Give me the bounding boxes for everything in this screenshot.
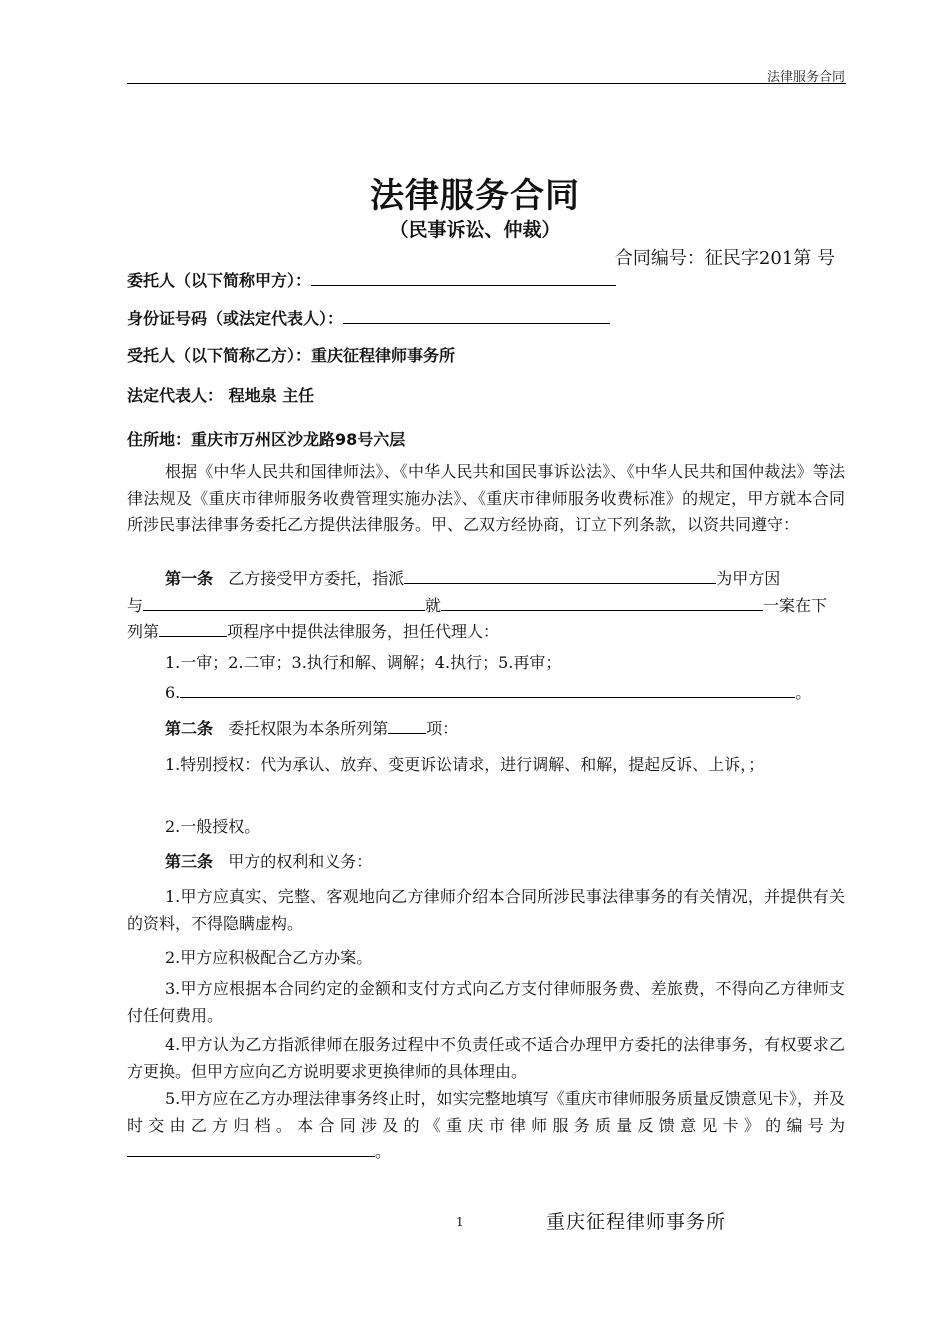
article-3-item-4: 4.甲方认为乙方指派律师在服务过程中不负责任或不适合办理甲方委托的法律事务，有权要求乙方更换。但甲方应向乙方说明要求更换律师的具体理由。 — [127, 1035, 845, 1081]
article-2-heading: 第二条 — [165, 719, 214, 738]
article-2-item-1: 1.特别授权：代为承认、放弃、变更诉讼请求，进行调解、和解，提起反诉、上诉，； — [165, 755, 765, 774]
feedback-card-blank — [127, 1140, 375, 1157]
matter-blank — [441, 594, 763, 611]
footer-firm-name: 重庆征程律师事务所 — [546, 1211, 727, 1233]
article-1-text: 一案在下 — [763, 595, 828, 615]
article-2 — [127, 716, 845, 743]
article-3-item-1: 1.甲方应真实、完整、客观地向乙方律师介绍本合同所涉民事法律事务的有关情况，并提供有关的资料，不得隐瞒虚构。 — [127, 887, 845, 933]
opponent-blank — [143, 594, 425, 611]
article-1 — [127, 566, 845, 646]
client-field — [127, 268, 616, 291]
client-label: 委托人（以下简称甲方）： — [127, 271, 312, 290]
article-1-item-6 — [127, 680, 845, 707]
article-3-item-5 — [127, 1086, 845, 1166]
article-1-heading: 第一条 — [165, 569, 214, 588]
item-6-blank — [180, 681, 795, 698]
document-title: 法律服务合同 — [370, 176, 580, 216]
agent-field: 受托人（以下简称乙方）：重庆征程律师事务所 — [127, 346, 456, 365]
lawyer-blank — [404, 567, 716, 584]
running-header: 法律服务合同 — [766, 70, 845, 85]
article-3-item-5-text: 5.甲方应在乙方办理法律事务终止时，如实完整地填写《重庆市律师服务质量反馈意见卡》，并及时交由乙方归档。本合同涉及的《重庆市律师服务质量反馈意见卡》的编号为 — [127, 1089, 845, 1135]
article-1-text: 就 — [425, 595, 442, 615]
item-6-prefix: 6. — [165, 683, 181, 702]
article-3-text: 甲方的权利和义务： — [228, 852, 373, 871]
document-subtitle: （民事诉讼、仲裁） — [389, 219, 561, 241]
preamble-paragraph: 根据《中华人民共和国律师法》、《中华人民共和国民事诉讼法》、《中华人民共和国仲裁法》等法律法规及《重庆市律师服务收费管理实施办法》、《重庆市律师服务收费标准》的规定，甲方就本合同所涉民事法律事务委托乙方提供法律服务。甲、乙双方经协商，订立下列条款，以资共同遵守： — [127, 462, 845, 534]
article-3-item-3: 3.甲方应根据本合同约定的金额和支付方式向乙方支付律师服务费、差旅费，不得向乙方律师支付任何费用。 — [127, 979, 845, 1025]
address-field: 住所地：重庆市万州区沙龙路98号六层 — [127, 430, 406, 449]
article-2-text: 委托权限为本条所列第 — [228, 719, 389, 738]
id-blank — [343, 307, 610, 324]
article-3-item-5-end: 。 — [375, 1142, 392, 1161]
article-1-text: 与 — [127, 595, 144, 615]
legal-rep-field: 法定代表人： 程地泉 主任 — [127, 386, 315, 405]
article-3-item-2: 2.甲方应积极配合乙方办案。 — [165, 948, 373, 967]
article-1-text: 乙方接受甲方委托，指派 — [228, 569, 405, 588]
article-2-text: 项： — [426, 719, 459, 738]
article-2-item-2: 2.一般授权。 — [165, 817, 261, 836]
contract-number: 合同编号：征民字201第 号 — [614, 248, 835, 269]
procedure-blank — [159, 620, 227, 637]
item-6-suffix: 。 — [795, 683, 812, 702]
client-blank — [311, 269, 616, 286]
article-1-item-1: 1.一审；2.二审；3.执行和解、调解；4.执行；5.再审； — [165, 653, 562, 672]
article-1-text: 项程序中提供法律服务，担任代理人： — [227, 622, 500, 641]
id-field — [127, 306, 610, 329]
article-3-heading: 第三条 — [165, 852, 214, 871]
article-3 — [127, 849, 845, 876]
article-1-text: 列第 — [127, 622, 160, 641]
authority-blank — [388, 717, 426, 734]
article-1-text: 为甲方因 — [716, 569, 781, 588]
id-label: 身份证号码（或法定代表人）： — [127, 309, 344, 328]
header-rule — [127, 83, 846, 84]
page-number: 1 — [456, 1215, 464, 1229]
